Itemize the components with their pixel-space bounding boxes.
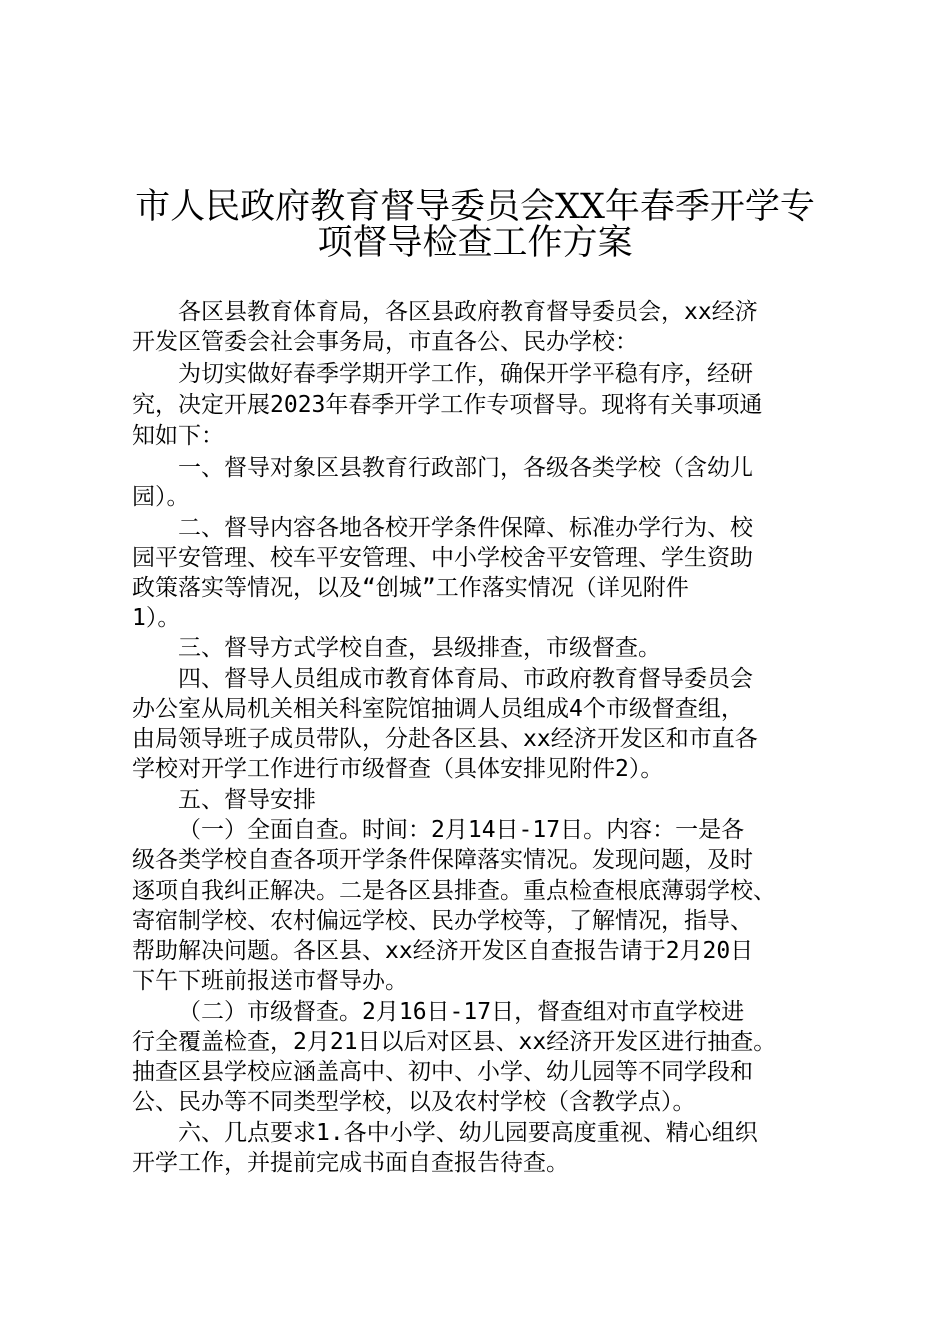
body-line-3: 为切实做好春季学期开学工作，确保开学平稳有序，经研 bbox=[178, 361, 753, 387]
body-line-11: 1）。 bbox=[132, 605, 181, 631]
body-line-16: 学校对开学工作进行市级督查（具体安排见附件2）。 bbox=[132, 756, 664, 782]
body-line-13: 四、督导人员组成市教育体育局、市政府教育督导委员会 bbox=[178, 666, 753, 692]
body-line-23: 下午下班前报送市督导办。 bbox=[132, 968, 408, 994]
body-line-12: 三、督导方式学校自查，县级排查，市级督查。 bbox=[178, 635, 661, 661]
body-line-25: 行全覆盖检查，2月21日以后对区县、xx经济开发区进行抽查。 bbox=[132, 1029, 777, 1055]
body-line-29: 开学工作，并提前完成书面自查报告待查。 bbox=[132, 1150, 569, 1176]
body-line-26: 抽查区县学校应涵盖高中、初中、小学、幼儿园等不同学段和 bbox=[132, 1059, 753, 1085]
body-line-7: 园）。 bbox=[132, 484, 190, 510]
body-line-6: 一、督导对象区县教育行政部门，各级各类学校（含幼儿 bbox=[178, 455, 753, 481]
body-line-1: 各区县教育体育局，各区县政府教育督导委员会，xx经济 bbox=[178, 299, 758, 325]
body-line-15: 由局领导班子成员带队，分赴各区县、xx经济开发区和市直各 bbox=[132, 726, 758, 752]
body-line-5: 知如下： bbox=[132, 423, 224, 449]
body-line-21: 寄宿制学校、农村偏远学校、民办学校等，了解情况，指导、 bbox=[132, 908, 753, 934]
body-line-17: 五、督导安排 bbox=[178, 787, 316, 813]
body-line-24: （二）市级督查。2月16日-17日，督查组对市直学校进 bbox=[178, 999, 745, 1025]
body-line-14: 办公室从局机关相关科室院馆抽调人员组成4个市级督查组， bbox=[132, 696, 744, 722]
document-title-line-2: 项督导检查工作方案 bbox=[317, 223, 633, 263]
body-line-22: 帮助解决问题。各区县、xx经济开发区自查报告请于2月20日 bbox=[132, 938, 754, 964]
body-line-19: 级各类学校自查各项开学条件保障落实情况。发现问题，及时 bbox=[132, 847, 753, 873]
body-line-4: 究，决定开展2023年春季开学工作专项督导。现将有关事项通 bbox=[132, 392, 763, 418]
body-line-8: 二、督导内容各地各校开学条件保障、标准办学行为、校 bbox=[178, 515, 753, 541]
body-line-2: 开发区管委会社会事务局，市直各公、民办学校： bbox=[132, 329, 638, 355]
body-line-27: 公、民办等不同类型学校，以及农村学校（含教学点）。 bbox=[132, 1089, 696, 1115]
body-line-28: 六、几点要求1.各中小学、幼儿园要高度重视、精心组织 bbox=[178, 1120, 758, 1146]
body-line-9: 园平安管理、校车平安管理、中小学校舍平安管理、学生资助 bbox=[132, 545, 753, 571]
body-line-18: （一）全面自查。时间：2月14日-17日。内容：一是各 bbox=[178, 817, 745, 843]
body-line-10: 政策落实等情况，以及“创城”工作落实情况（详见附件 bbox=[132, 575, 689, 601]
document-title-line-1: 市人民政府教育督导委员会XX年春季开学专 bbox=[135, 187, 815, 227]
body-line-20: 逐项自我纠正解决。二是各区县排查。重点检查根底薄弱学校、 bbox=[132, 878, 776, 904]
